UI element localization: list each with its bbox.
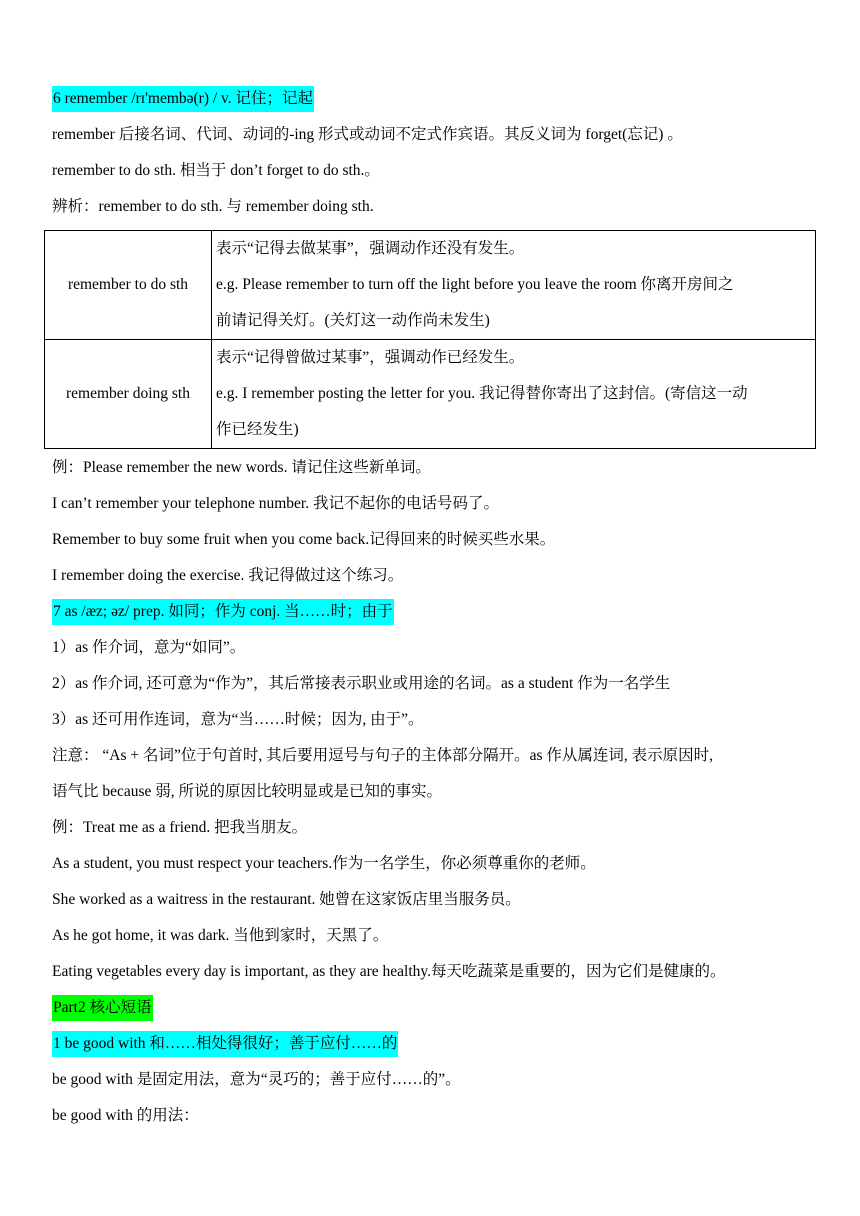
phrase-1-heading: 1 be good with 和……相处得很好；善于应付……的	[52, 1031, 398, 1057]
section-7-heading-line	[52, 597, 822, 633]
section-6-heading-line	[52, 84, 822, 120]
table-row	[45, 231, 816, 340]
example-line: I can’t remember your telephone number. 我记不起你的电话号码了。	[52, 495, 499, 512]
phrase-1-line: be good with 的用法：	[52, 1107, 199, 1124]
section-7-line: 2）as 作介词, 还可意为“作为”，其后常接表示职业或用途的名词。as a student 作为一名学生	[52, 675, 671, 692]
section-7-heading: 7 as /æz; əz/ prep. 如同；作为 conj. 当……时；由于	[52, 599, 394, 625]
table-desc-line: 作已经发生)	[216, 421, 299, 438]
example-line: She worked as a waitress in the restaurant. 她曾在这家饭店里当服务员。	[52, 891, 521, 908]
table-desc-line: 前请记得关灯。(关灯这一动作尚未发生)	[216, 312, 490, 329]
table-desc-line: 表示“记得去做某事”，强调动作还没有发生。	[216, 240, 525, 257]
section-7-note-line: 语气比 because 弱, 所说的原因比较明显或是已知的事实。	[52, 783, 443, 800]
section-6-line-3: 辨析：remember to do sth. 与 remember doing sth.	[52, 198, 374, 215]
table-row-label: remember doing sth	[45, 340, 212, 449]
example-line: Remember to buy some fruit when you come back.记得回来的时候买些水果。	[52, 531, 556, 548]
section-7-line: 3）as 还可用作连词，意为“当……时候；因为, 由于”。	[52, 711, 424, 728]
table-desc-line: 表示“记得曾做过某事”，强调动作已经发生。	[216, 349, 525, 366]
table-desc-line: e.g. I remember posting the letter for you. 我记得替你寄出了这封信。(寄信这一动	[216, 385, 748, 402]
part-2-heading: Part2 核心短语	[52, 995, 153, 1021]
section-6-line-1: remember 后接名词、代词、动词的-ing 形式或动词不定式作宾语。其反义词为 forget(忘记) 。	[52, 126, 683, 143]
phrase-1-heading-line	[52, 1029, 822, 1065]
document-page	[52, 84, 822, 1137]
example-line: I remember doing the exercise. 我记得做过这个练习。	[52, 567, 404, 584]
phrase-1-line: be good with 是固定用法，意为“灵巧的；善于应付……的”。	[52, 1071, 461, 1088]
example-line: As a student, you must respect your teachers.作为一名学生，你必须尊重你的老师。	[52, 855, 596, 872]
table-desc-line: e.g. Please remember to turn off the light before you leave the room 你离开房间之	[216, 276, 734, 293]
section-7-note-line: 注意： “As + 名词”位于句首时, 其后要用逗号与句子的主体部分隔开。as 作从属连词, 表示原因时,	[52, 747, 714, 764]
section-6-heading: 6 remember /rɪ'membə(r) / v. 记住；记起	[52, 86, 314, 112]
section-7-line: 1）as 作介词，意为“如同”。	[52, 639, 246, 656]
table-row-label: remember to do sth	[45, 231, 212, 340]
section-6-line-2: remember to do sth. 相当于 don’t forget to do sth.。	[52, 162, 380, 179]
part-2-heading-line	[52, 993, 822, 1029]
comparison-table	[44, 230, 816, 449]
example-line: 例：Please remember the new words. 请记住这些新单词。	[52, 459, 431, 476]
example-line: Eating vegetables every day is important, as they are healthy.每天吃蔬菜是重要的，因为它们是健康的。	[52, 963, 726, 980]
table-row-description	[212, 340, 816, 449]
example-line: As he got home, it was dark. 当他到家时，天黑了。	[52, 927, 389, 944]
table-row	[45, 340, 816, 449]
table-row-description	[212, 231, 816, 340]
example-line: 例：Treat me as a friend. 把我当朋友。	[52, 819, 308, 836]
